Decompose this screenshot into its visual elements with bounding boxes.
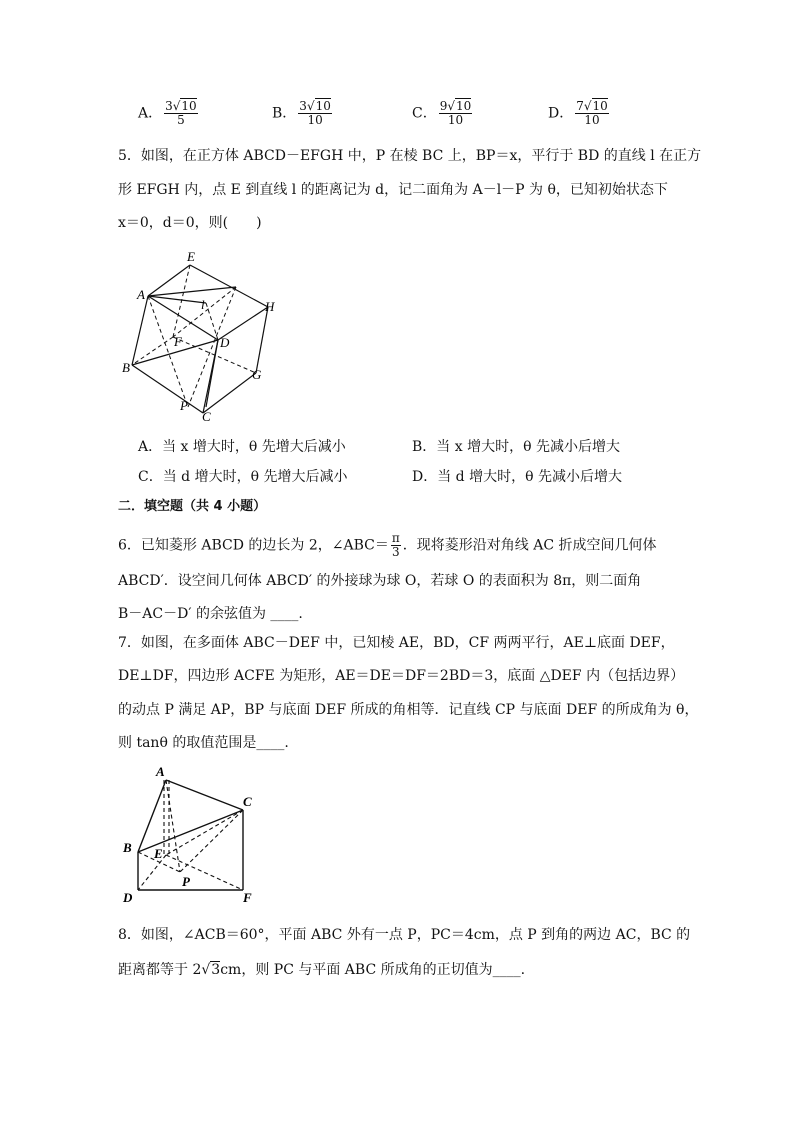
q5-option-b: B．当 x 增大时，θ 先减小后增大 [412, 439, 620, 455]
q6-line1-a: 6．已知菱形 ABCD 的边长为 2，∠ABC＝ [118, 537, 389, 554]
q7-line3: 的动点 P 满足 AP，BP 与底面 DEF 所成的角相等．记直线 CP 与底面 DEF 的所成角为 θ， [118, 702, 699, 718]
q7-label-a: A [156, 764, 165, 779]
q5-label-b: B [122, 360, 130, 375]
q5-label-h: H [265, 299, 275, 314]
q6-line1-b: ．现将菱形沿对角线 AC 折成空间几何体 [402, 537, 657, 554]
q5-line3: x＝0，d＝0，则( ) [118, 215, 262, 231]
q7-line4: 则 tanθ 的取值范围是____. [118, 735, 289, 751]
q7-label-e: E [154, 846, 163, 861]
q4-option-d: D． $\frac{7√10}{10}$ [548, 99, 608, 127]
q6-line1 [118, 532, 657, 559]
q5-label-c: C [202, 409, 211, 424]
q6-three: 3 [392, 545, 400, 559]
q7-label-p: P [182, 874, 190, 889]
q5-line1: 5．如图，在正方体 ABCD－EFGH 中，P 在棱 BC 上，BP＝x，平行于 BD 的直线 l 在正方 [118, 148, 702, 164]
q6-line3: B－AC－D′ 的余弦值为 ____. [118, 606, 303, 622]
q4-option-a: A． $\frac{3√10}{5}$ [138, 99, 197, 127]
q5-option-c: C．当 d 增大时，θ 先增大后减小 [138, 469, 348, 485]
q7-line2: DE⊥DF，四边形 ACFE 为矩形，AE＝DE＝DF＝2BD＝3，底面 △DEF 内（包括边界） [118, 668, 685, 684]
q5-label-l: l [201, 297, 205, 312]
q7-label-d: D [123, 890, 133, 905]
q6-line2: ABCD′．设空间几何体 ABCD′ 的外接球为球 O，若球 O 的表面积为 8π，则二面角 [118, 573, 642, 589]
q7-line1: 7．如图，在多面体 ABC－DEF 中，已知棱 AE，BD，CF 两两平行，AE⊥底面 DEF， [118, 635, 675, 651]
q5-label-a: A [137, 287, 145, 302]
q5-label-g: G [252, 367, 262, 382]
q5-label-f: F [174, 334, 182, 349]
q5-label-p: P [180, 398, 188, 413]
q5-option-d: D．当 d 增大时，θ 先减小后增大 [412, 469, 622, 485]
q4-option-b: B． $\frac{3√10}{10}$ [272, 99, 331, 127]
q7-label-f: F [243, 890, 252, 905]
section-fill-in: 二．填空题（共 4 小题） [118, 499, 267, 514]
q7-label-c: C [243, 794, 252, 809]
q8-line2-a: 距离都等于 2 [118, 962, 202, 978]
q5-label-e: E [187, 249, 195, 264]
q6-pi: π [391, 531, 400, 545]
q8-rad: 3 [211, 962, 221, 978]
q5-option-a: A．当 x 增大时，θ 先增大后减小 [138, 439, 346, 455]
q8-line1: 8．如图，∠ACB＝60°，平面 ABC 外有一点 P，PC＝4cm，点 P 到角的两边 AC，BC 的 [118, 927, 691, 943]
q4-option-c: C． $\frac{9√10}{10}$ [412, 99, 472, 127]
q5-label-d: D [220, 335, 230, 350]
q5-cube-figure [118, 245, 288, 425]
q8-line2: 距离都等于 2√3cm，则 PC 与平面 ABC 所成角的正切值为____. [118, 962, 526, 978]
q8-line2-b: cm，则 PC 与平面 ABC 所成角的正切值为____. [220, 962, 526, 978]
q7-label-b: B [123, 840, 132, 855]
q7-polyhedron-figure [118, 760, 268, 910]
q5-line2: 形 EFGH 内，点 E 到直线 l 的距离记为 d，记二面角为 A－l－P 为 θ，已知初始状态下 [118, 182, 668, 198]
